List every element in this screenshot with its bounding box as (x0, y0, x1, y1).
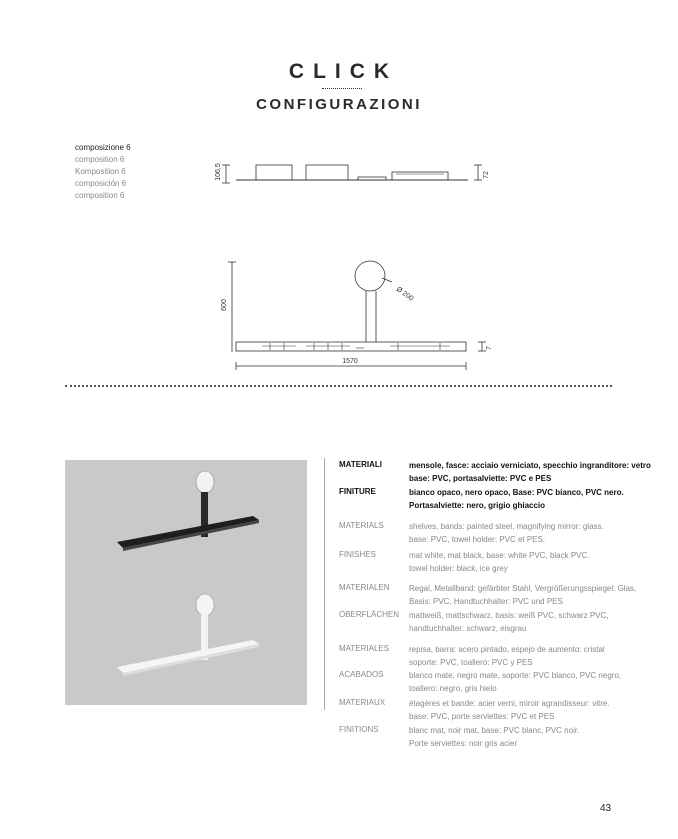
dim-top-depth: 72 (483, 171, 490, 179)
dim-width: 1570 (342, 358, 358, 365)
composition-label-es: composición 6 (75, 179, 127, 188)
page-subtitle: CONFIGURAZIONI (256, 96, 422, 113)
dim-height: 600 (221, 299, 228, 311)
white-mirror (196, 594, 214, 616)
black-mirror (196, 471, 214, 493)
spec-label: MATERIALS (339, 521, 384, 530)
spec-label: MATERIAUX (339, 698, 386, 707)
dim-mirror-diameter: Ø 200 (394, 285, 415, 303)
page-number: 43 (600, 803, 612, 814)
spec-value: blanco mate, negro mate, soporte: PVC blanco, PVC negro, toallero: negro, gris hielo (409, 671, 622, 693)
spec-label: OBERFLÄCHEN (339, 610, 400, 619)
spec-value: shelves, bands: painted steel, magnifying mirror: glass. base: PVC, towel holder: PVC et PES. (409, 522, 604, 544)
spec-label: ACABADOS (339, 670, 384, 679)
spec-value: mensole, fasce: acciaio verniciato, specchio ingranditore: vetro base: PVC, portasalviette: PVC e PES (409, 461, 651, 483)
section-divider (65, 385, 612, 387)
spec-label: MATERIALES (339, 644, 390, 653)
spec-label: FINITIONS (339, 725, 379, 734)
black-bar-edge (123, 520, 259, 551)
spec-value: bianco opaco, nero opaco, Base: PVC bianco, PVC nero. Portasalviette: nero, grigio ghiaccio (409, 488, 624, 510)
spec-value: Regal, Metallband: gefärbter Stahl, Vergrößerungsspiegel: Glas, Basis: PVC, Handtuchhalter: PVC und PES (409, 584, 637, 606)
black-bar (117, 516, 259, 548)
front-view (228, 261, 486, 370)
top-view (222, 165, 482, 183)
spec-value: repisa, barra: acero pintado, espejo de aumento: cristal soporte: PVC, toallero: PVC y PES (409, 645, 605, 667)
spec-value: mattweiß, mattschwarz, basis: weiß PVC, schwarz PVC, handtuchhalter: schwarz, eisgrau (409, 611, 609, 633)
spec-label: FINISHES (339, 550, 376, 559)
technical-drawing (0, 0, 678, 390)
composition-label-it: composizione 6 (75, 143, 131, 152)
product-illustration (65, 460, 307, 705)
brand-title: CLICK (288, 60, 399, 83)
composition-label-fr: composition 6 (75, 191, 125, 200)
composition-label-en: composition 6 (75, 155, 125, 164)
spec-label: MATERIALI (339, 460, 382, 469)
spec-value: mat white, mat black, base: white PVC, black PVC. towel holder: black, ice grey (409, 551, 590, 573)
spec-label: FINITURE (339, 487, 376, 496)
dim-bar-height: 7 (486, 346, 493, 350)
white-bar (117, 640, 259, 673)
spec-value: blanc mat, noir mat, base: PVC blanc, PVC noir. Porte serviettes: noir gris acier (409, 726, 580, 748)
composition-label-de: Komposition 6 (75, 167, 126, 176)
product-render (65, 460, 307, 705)
dim-top-height: 106,5 (215, 163, 222, 181)
spec-separator (324, 458, 325, 710)
spec-value: étagères et bande: acier verni, miroir agrandisseur: vitre. base: PVC, porte serviettes: PVC et PES (409, 699, 610, 721)
spec-label: MATERIALEN (339, 583, 390, 592)
white-bar-edge (123, 644, 259, 676)
